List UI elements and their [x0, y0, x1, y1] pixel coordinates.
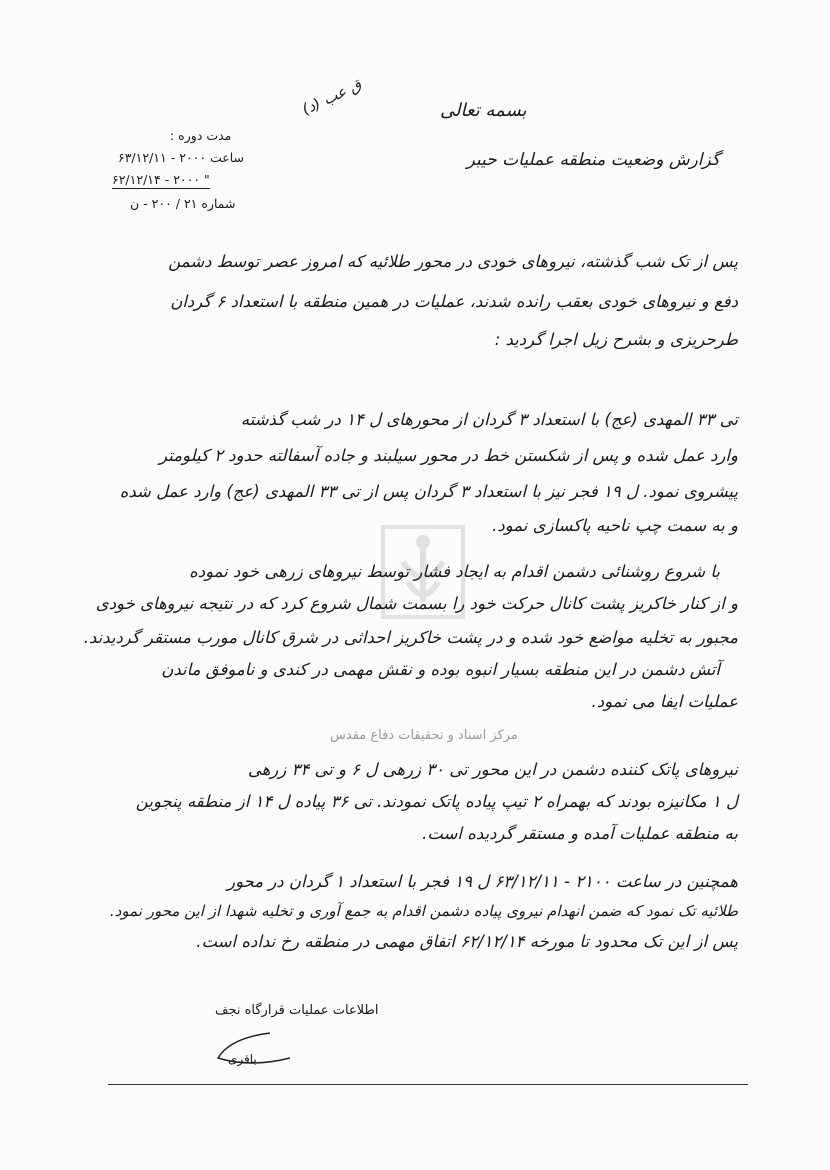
paragraph-line: پس از این تک محدود تا مورخه ۶۲/۱۲/۱۴ اتفاق مهمی در منطقه رخ نداده است.: [196, 932, 738, 951]
bismillah: بسمه تعالی: [440, 100, 527, 121]
paragraph-line: ل ۱ مکانیزه بودند که بهمراه ۲ تیپ پیاده پاتک نمودند. تی ۳۶ پیاده ل ۱۴ از منطقه پنجوین: [135, 792, 738, 811]
period-from: ساعت ۲۰۰۰ - ۶۳/۱۲/۱۱: [118, 150, 245, 165]
paragraph-line: و از کنار خاکریز پشت کانال حرکت خود را بسمت شمال شروع کرد که در نتیجه نیروهای خودی: [95, 594, 738, 613]
paragraph-line: تی ۳۳ المهدی (عج) با استعداد ۳ گردان از محورهای ل ۱۴ در شب گذشته: [240, 410, 738, 429]
paragraph-line: و به سمت چپ ناحیه پاکسازی نمود.: [492, 516, 738, 535]
signature-name: باقری: [228, 1052, 257, 1066]
footer-divider: [108, 1084, 748, 1085]
report-title: گزارش وضعیت منطقه عملیات حیبر: [466, 150, 720, 170]
period-to: " ۲۰۰۰ - ۶۲/۱۲/۱۴: [112, 172, 210, 187]
document-number: شماره ۲۱ / ۲۰۰ - ن: [130, 196, 236, 211]
period-label: مدت دوره :: [170, 128, 232, 143]
paragraph-line: مجبور به تخلیه مواضع خود شده و در پشت خاکریز احداثی در شرق کانال مورب مستقر گردیدند.: [83, 628, 738, 647]
paragraph-line: طلائیه تک نمود که ضمن انهدام نیروی پیاده دشمن اقدام به جمع آوری و تخلیه شهدا از این محور نمود.: [109, 902, 738, 920]
margin-note: ق عب (د): [299, 75, 365, 119]
paragraph-line: طرحریزی و بشرح زیل اجرا گردید :: [494, 330, 738, 349]
archive-watermark-text: مرکز اسناد و تحقیقات دفاع مقدس: [330, 728, 518, 743]
paragraph-line: پیشروی نمود. ل ۱۹ فجر نیز با استعداد ۳ گردان پس از تی ۳۳ المهدی (عج) وارد عمل شده: [119, 482, 738, 501]
paragraph-line: نیروهای پاتک کننده دشمن در این محور تی ۳۰ زرهی ل ۶ و تی ۳۴ زرهی: [247, 760, 738, 779]
paragraph-line: عملیات ایفا می نمود.: [591, 692, 738, 711]
paragraph-line: همچنین در ساعت ۲۱۰۰ - ۶۳/۱۲/۱۱ ل ۱۹ فجر با استعداد ۱ گردان در محور: [227, 872, 738, 891]
paragraph-line: دفع و نیروهای خودی بعقب رانده شدند، عملیات در همین منطقه با استعداد ۶ گردان: [170, 292, 738, 311]
paragraph-line: به منطقه عملیات آمده و مستقر گردیده است.: [422, 824, 738, 843]
paragraph-line: وارد عمل شده و پس از شکستن خط در محور سیلبند و جاده آسفالته حدود ۲ کیلومتر: [159, 446, 738, 465]
paragraph-line: با شروع روشنائی دشمن اقدام به ایجاد فشار توسط نیروهای زرهی خود نموده: [189, 562, 720, 581]
paragraph-line: پس از تک شب گذشته، نیروهای خودی در محور طلائیه که امروز عصر توسط دشمن: [168, 252, 738, 271]
paragraph-line: آتش دشمن در این منطقه بسیار انبوه بوده و نقش مهمی در کندی و ناموفق ماندن: [161, 660, 720, 679]
signature-unit: اطلاعات عملیات قرارگاه نجف: [215, 1003, 379, 1018]
